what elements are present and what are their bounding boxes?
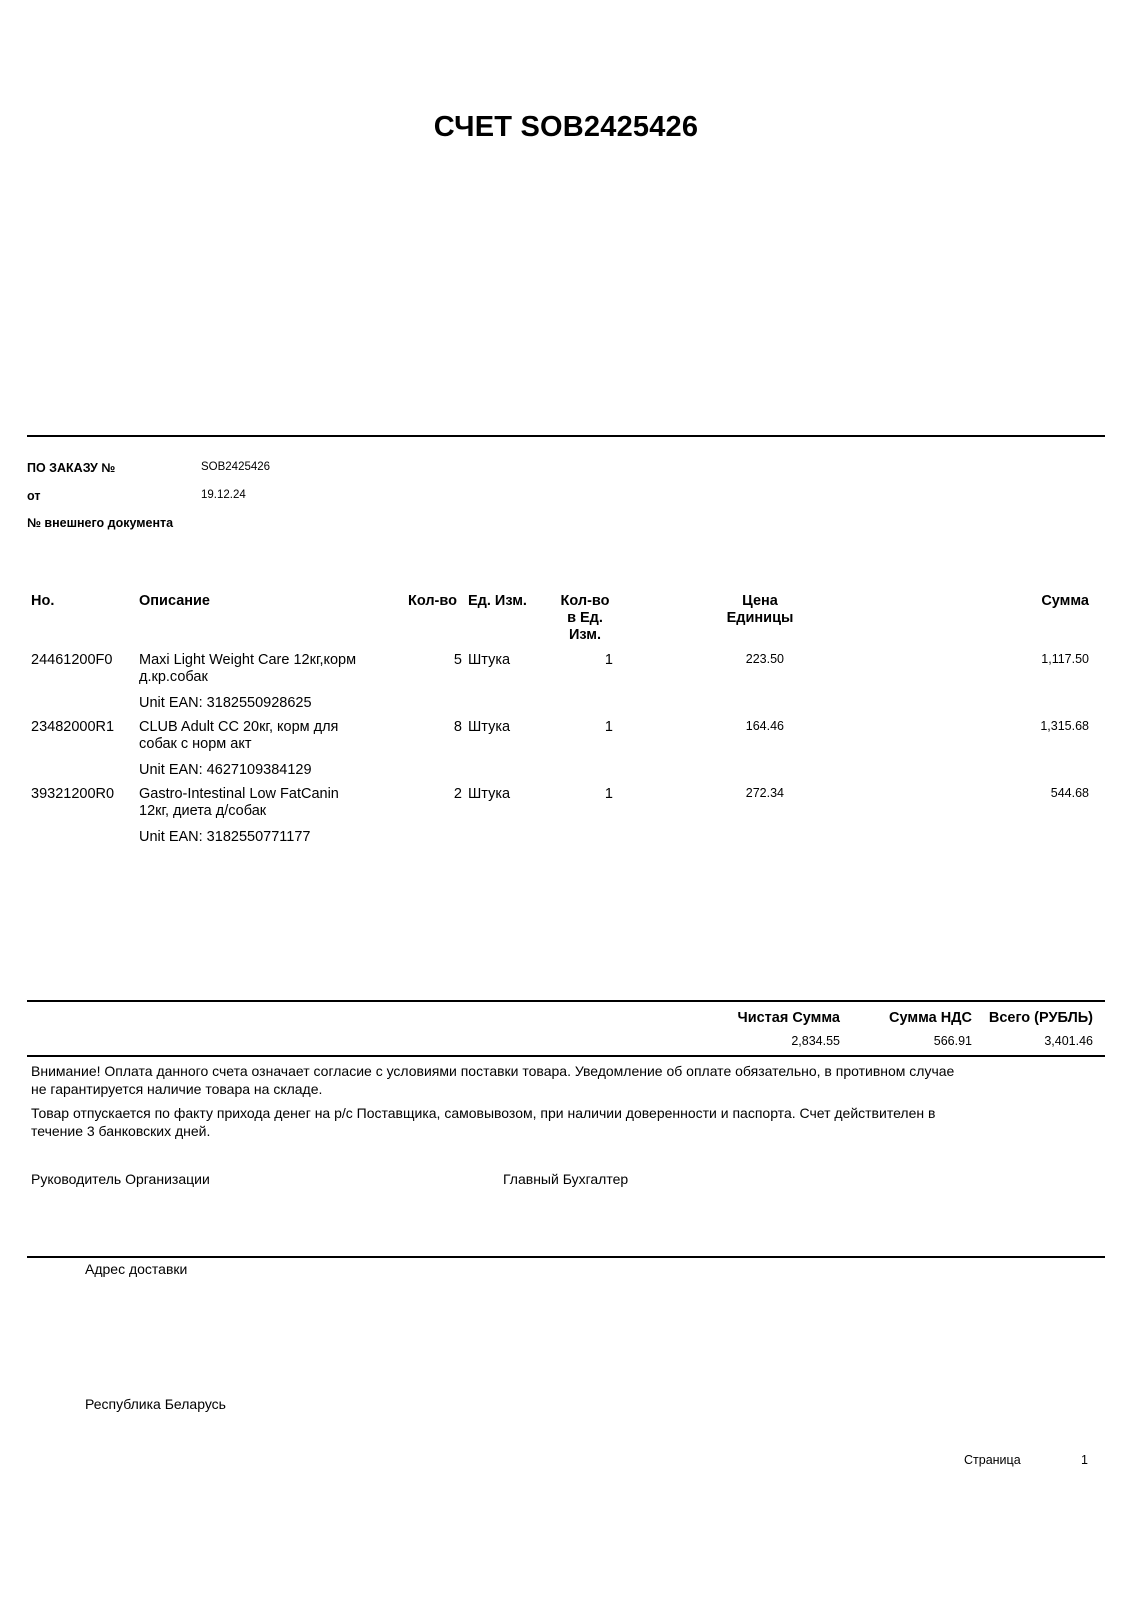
row-amount: 1,315.68 bbox=[1040, 719, 1089, 733]
order-date-value: 19.12.24 bbox=[201, 489, 246, 501]
row-qty: 8 bbox=[453, 719, 462, 735]
row-description-line1: CLUB Adult CC 20кг, корм для bbox=[139, 719, 339, 735]
row-description-line1: Maxi Light Weight Care 12кг,корм bbox=[139, 652, 357, 668]
external-document-label: № внешнего документа bbox=[27, 516, 174, 530]
col-header-qty-per-uom-line1: Кол-во bbox=[560, 593, 610, 609]
accountant-signature-label: Главный Бухгалтер bbox=[503, 1171, 629, 1187]
invoice-title: СЧЕТ SOB2425426 bbox=[433, 111, 699, 143]
col-header-qty: Кол-во bbox=[408, 593, 457, 609]
col-header-qty-per-uom bbox=[546, 593, 624, 644]
row-qty-per-uom: 1 bbox=[604, 786, 613, 802]
divider-totals-bottom bbox=[27, 1055, 1105, 1057]
col-header-qty-per-uom-line2: в Ед. bbox=[567, 610, 603, 626]
row-uom: Штука bbox=[468, 786, 511, 802]
row-ean: Unit EAN: 3182550771177 bbox=[139, 829, 311, 845]
divider-top bbox=[27, 435, 1105, 437]
row-description-line2: 12кг, диета д/собак bbox=[139, 803, 267, 819]
row-amount: 544.68 bbox=[1050, 786, 1089, 800]
row-item-no: 23482000R1 bbox=[31, 719, 115, 735]
payment-notice bbox=[31, 1062, 1101, 1098]
vat-amount-label: Сумма НДС bbox=[889, 1010, 972, 1026]
total-amount-value: 3,401.46 bbox=[1044, 1034, 1093, 1048]
order-number-label: ПО ЗАКАЗУ № bbox=[27, 461, 116, 475]
payment-notice-line2: не гарантируется наличие товара на складе. bbox=[31, 1081, 323, 1097]
order-date-label: от bbox=[27, 489, 41, 503]
delivery-address-label: Адрес доставки bbox=[85, 1261, 188, 1277]
row-uom: Штука bbox=[468, 652, 511, 668]
page-number: 1 bbox=[1081, 1453, 1088, 1467]
col-header-unit-price-line1: Цена bbox=[742, 593, 778, 609]
divider-totals-top bbox=[27, 1000, 1105, 1002]
order-number-value: SOB2425426 bbox=[201, 461, 271, 473]
row-unit-price: 272.34 bbox=[745, 786, 784, 800]
row-description-line2: д.кр.собак bbox=[139, 669, 208, 685]
row-item-no: 24461200F0 bbox=[31, 652, 113, 668]
divider-delivery bbox=[27, 1256, 1105, 1258]
col-header-description: Описание bbox=[139, 593, 210, 609]
row-amount: 1,117.50 bbox=[1041, 652, 1089, 666]
net-amount-value: 2,834.55 bbox=[791, 1034, 840, 1048]
row-uom: Штука bbox=[468, 719, 511, 735]
page-label: Страница bbox=[964, 1453, 1021, 1467]
col-header-qty-per-uom-line3: Изм. bbox=[568, 627, 602, 643]
col-header-unit-price-line2: Единицы bbox=[726, 610, 794, 626]
row-item-no: 39321200R0 bbox=[31, 786, 115, 802]
row-description-line1: Gastro-Intestinal Low FatCanin bbox=[139, 786, 339, 802]
row-unit-price: 164.46 bbox=[745, 719, 784, 733]
release-terms-line2: течение 3 банковских дней. bbox=[31, 1123, 211, 1139]
net-amount-label: Чистая Сумма bbox=[737, 1010, 840, 1026]
row-description-line2: собак с норм акт bbox=[139, 736, 252, 752]
col-header-uom: Ед. Изм. bbox=[468, 593, 527, 609]
delivery-country: Республика Беларусь bbox=[85, 1396, 226, 1412]
vat-amount-value: 566.91 bbox=[933, 1034, 972, 1048]
director-signature-label: Руководитель Организации bbox=[31, 1171, 210, 1187]
payment-notice-line1: Внимание! Оплата данного счета означает согласие с условиями поставки товара. Уведомление об оплате обязательно, в противном случае bbox=[31, 1063, 955, 1079]
row-qty-per-uom: 1 bbox=[604, 652, 613, 668]
row-unit-price: 223.50 bbox=[745, 652, 784, 666]
release-terms-line1: Товар отпускается по факту прихода денег на р/с Поставщика, самовывозом, при наличии доверенности и паспорта. Счет действителен в bbox=[31, 1105, 936, 1121]
row-qty-per-uom: 1 bbox=[604, 719, 613, 735]
release-terms bbox=[31, 1104, 1101, 1140]
col-header-no: Но. bbox=[31, 593, 55, 609]
row-qty: 5 bbox=[453, 652, 462, 668]
total-amount-label: Всего (РУБЛЬ) bbox=[988, 1010, 1093, 1026]
row-ean: Unit EAN: 3182550928625 bbox=[139, 695, 312, 711]
row-qty: 2 bbox=[453, 786, 462, 802]
col-header-unit-price bbox=[700, 593, 820, 627]
col-header-amount: Сумма bbox=[1041, 593, 1089, 609]
row-ean: Unit EAN: 4627109384129 bbox=[139, 762, 312, 778]
